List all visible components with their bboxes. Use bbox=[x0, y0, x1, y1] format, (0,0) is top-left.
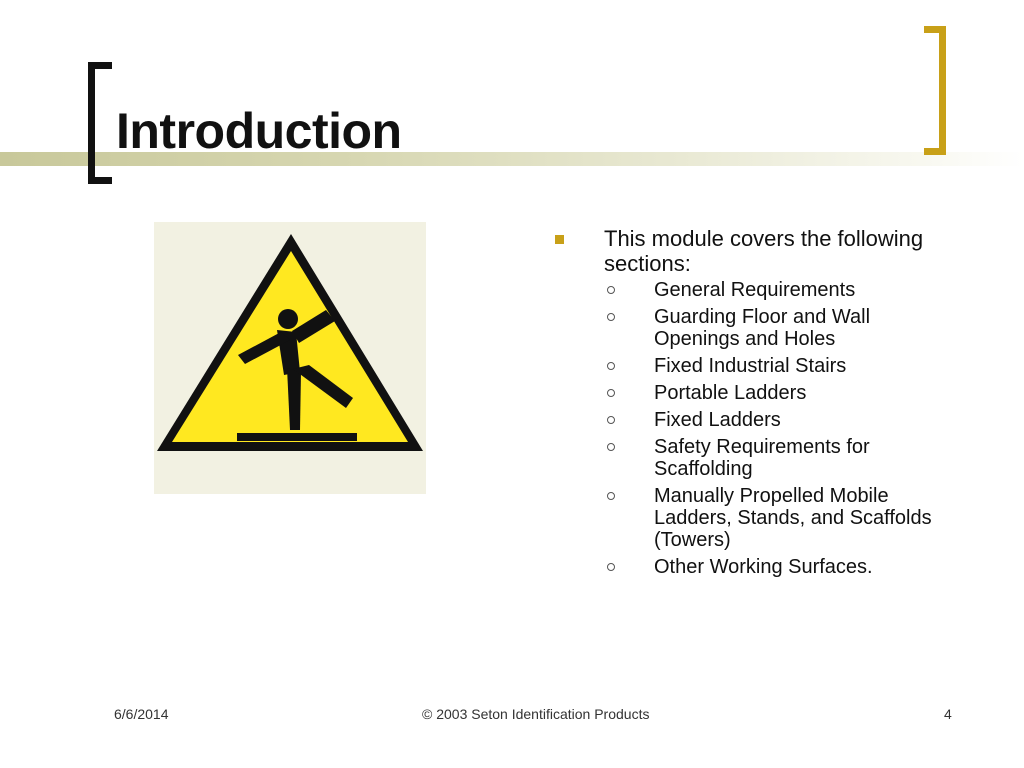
list-item-text: Fixed Industrial Stairs bbox=[654, 355, 847, 377]
circle-bullet-icon bbox=[607, 389, 615, 397]
bullet-content bbox=[552, 226, 952, 583]
list-item-text: Guarding Floor and Wall Openings and Holes bbox=[654, 306, 871, 350]
list-item-text: Safety Requirements for Scaffolding bbox=[654, 436, 870, 480]
right-bracket-decoration bbox=[924, 26, 946, 155]
list-item-text: Portable Ladders bbox=[654, 382, 807, 404]
circle-bullet-icon bbox=[607, 563, 615, 571]
circle-bullet-icon bbox=[607, 313, 615, 321]
list-item-text: Manually Propelled Mobile Ladders, Stands, and Scaffolds (Towers) bbox=[654, 485, 932, 551]
list-item bbox=[552, 436, 952, 480]
main-bullet bbox=[552, 226, 952, 276]
footer-date: 6/6/2014 bbox=[114, 706, 169, 722]
list-item bbox=[552, 355, 952, 377]
list-item bbox=[552, 306, 952, 350]
list-item bbox=[552, 279, 952, 301]
slippery-surface-caution-icon bbox=[154, 222, 426, 494]
list-item bbox=[552, 556, 952, 578]
square-bullet-icon bbox=[555, 235, 564, 244]
list-item bbox=[552, 382, 952, 404]
footer-copyright: © 2003 Seton Identification Products bbox=[422, 706, 650, 722]
page-number: 4 bbox=[944, 706, 952, 722]
list-item bbox=[552, 409, 952, 431]
left-bracket-decoration bbox=[88, 62, 112, 184]
list-item-text: Other Working Surfaces. bbox=[654, 556, 873, 578]
list-item-text: Fixed Ladders bbox=[654, 409, 781, 431]
circle-bullet-icon bbox=[607, 443, 615, 451]
circle-bullet-icon bbox=[607, 286, 615, 294]
floor-line bbox=[237, 433, 357, 441]
circle-bullet-icon bbox=[607, 362, 615, 370]
main-bullet-text: This module covers the following sections: bbox=[604, 226, 924, 276]
circle-bullet-icon bbox=[607, 416, 615, 424]
figure-head bbox=[278, 309, 298, 329]
slide-title: Introduction bbox=[116, 103, 402, 159]
list-item-text: General Requirements bbox=[654, 279, 856, 301]
section-list bbox=[552, 279, 952, 578]
list-item bbox=[552, 485, 952, 551]
circle-bullet-icon bbox=[607, 492, 615, 500]
